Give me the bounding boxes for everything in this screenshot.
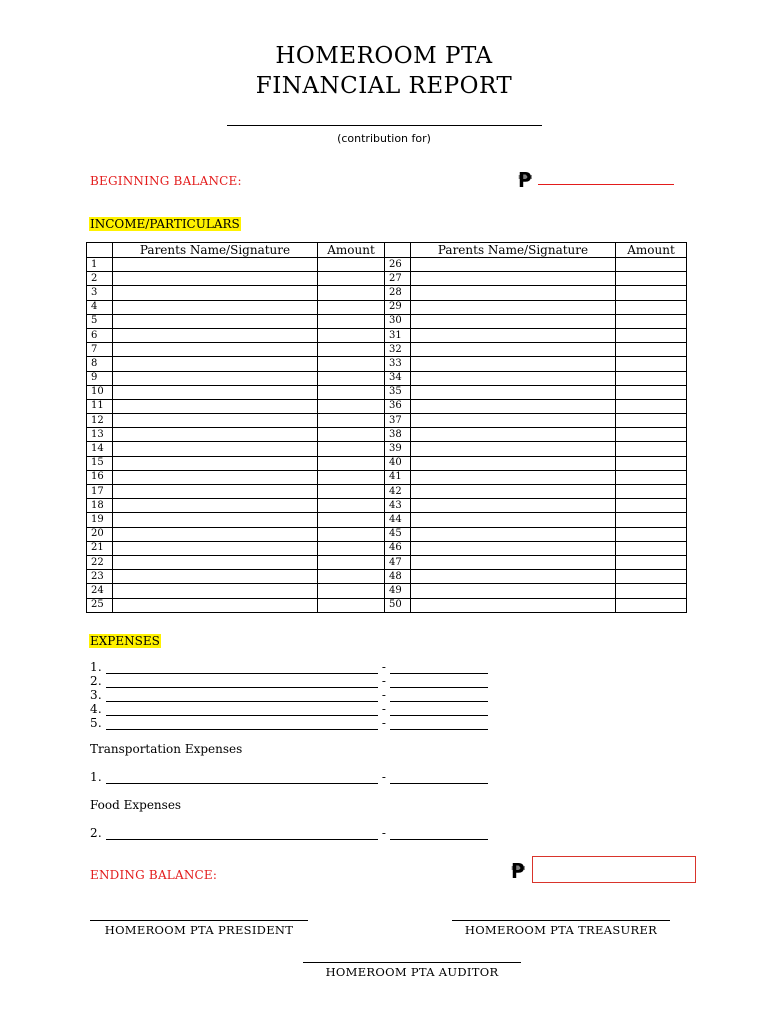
name-signature-cell[interactable]: [411, 442, 616, 456]
row-number-left: 1: [87, 258, 113, 272]
table-row: [87, 258, 687, 272]
row-number-left: 3: [87, 286, 113, 300]
amount-cell[interactable]: [318, 513, 385, 527]
table-row: [87, 555, 687, 569]
table-row: [87, 513, 687, 527]
name-signature-cell[interactable]: [411, 328, 616, 342]
name-signature-cell[interactable]: [113, 258, 318, 272]
amount-blank[interactable]: [390, 773, 488, 784]
col-amount-left: Amount: [318, 243, 385, 258]
row-number-left: 23: [87, 570, 113, 584]
expense-item[interactable]: [90, 674, 488, 688]
amount-cell[interactable]: [616, 357, 687, 371]
row-number-left: 15: [87, 456, 113, 470]
amount-cell[interactable]: [616, 399, 687, 413]
name-signature-cell[interactable]: [113, 343, 318, 357]
auditor-label: HOMEROOM PTA AUDITOR: [325, 965, 499, 979]
row-number-left: 6: [87, 328, 113, 342]
amount-cell[interactable]: [616, 470, 687, 484]
name-signature-cell[interactable]: [411, 470, 616, 484]
peso-sign: ₱: [518, 168, 532, 192]
amount-cell[interactable]: [616, 343, 687, 357]
col-name-right: Parents Name/Signature: [411, 243, 616, 258]
name-signature-cell[interactable]: [411, 584, 616, 598]
row-number-right: 49: [385, 584, 411, 598]
table-row: [87, 499, 687, 513]
table-row: [87, 357, 687, 371]
row-number-right: 48: [385, 570, 411, 584]
president-label: HOMEROOM PTA PRESIDENT: [104, 923, 294, 937]
table-row: [87, 598, 687, 612]
name-signature-cell[interactable]: [113, 286, 318, 300]
amount-blank[interactable]: [390, 705, 488, 716]
amount-cell[interactable]: [318, 485, 385, 499]
item-number: 4.: [90, 702, 102, 716]
transportation-expense-item[interactable]: [90, 770, 488, 784]
row-number-right: 31: [385, 328, 411, 342]
name-signature-cell[interactable]: [113, 385, 318, 399]
contribution-for-line[interactable]: [227, 125, 542, 126]
auditor-signature-line[interactable]: [303, 962, 521, 963]
table-row: [87, 286, 687, 300]
table-row: [87, 300, 687, 314]
row-number-right: 41: [385, 470, 411, 484]
col-amount-right: Amount: [616, 243, 687, 258]
name-signature-cell[interactable]: [113, 357, 318, 371]
row-number-left: 12: [87, 414, 113, 428]
amount-cell[interactable]: [318, 584, 385, 598]
table-row: [87, 414, 687, 428]
name-signature-cell[interactable]: [113, 541, 318, 555]
description-blank[interactable]: [106, 719, 378, 730]
row-number-right: 42: [385, 485, 411, 499]
amount-cell[interactable]: [318, 357, 385, 371]
name-signature-cell[interactable]: [411, 513, 616, 527]
amount-cell[interactable]: [616, 541, 687, 555]
ending-balance-label: ENDING BALANCE:: [90, 868, 218, 882]
col-number-right: [385, 243, 411, 258]
table-header-row: [87, 243, 687, 258]
row-number-right: 46: [385, 541, 411, 555]
name-signature-cell[interactable]: [113, 485, 318, 499]
amount-cell[interactable]: [318, 428, 385, 442]
name-signature-cell[interactable]: [411, 527, 616, 541]
table-row: [87, 371, 687, 385]
table-row: [87, 314, 687, 328]
name-signature-cell[interactable]: [411, 570, 616, 584]
amount-cell[interactable]: [616, 414, 687, 428]
contribution-subtitle: (contribution for): [337, 132, 431, 145]
table-row: [87, 527, 687, 541]
name-signature-cell[interactable]: [113, 499, 318, 513]
amount-blank[interactable]: [390, 719, 488, 730]
amount-cell[interactable]: [318, 414, 385, 428]
table-row: [87, 428, 687, 442]
row-number-left: 9: [87, 371, 113, 385]
row-number-left: 2: [87, 272, 113, 286]
name-signature-cell[interactable]: [411, 371, 616, 385]
name-signature-cell[interactable]: [113, 513, 318, 527]
table-row: [87, 399, 687, 413]
name-signature-cell[interactable]: [411, 399, 616, 413]
row-number-right: 39: [385, 442, 411, 456]
table-row: [87, 385, 687, 399]
row-number-left: 16: [87, 470, 113, 484]
separator: -: [381, 660, 387, 674]
row-number-right: 36: [385, 399, 411, 413]
amount-blank[interactable]: [390, 829, 488, 840]
amount-cell[interactable]: [616, 428, 687, 442]
col-name-left: Parents Name/Signature: [113, 243, 318, 258]
row-number-right: 43: [385, 499, 411, 513]
row-number-left: 25: [87, 598, 113, 612]
name-signature-cell[interactable]: [113, 598, 318, 612]
separator: -: [381, 770, 387, 784]
amount-cell[interactable]: [318, 272, 385, 286]
amount-cell[interactable]: [318, 286, 385, 300]
report-title-line2: FINANCIAL REPORT: [255, 73, 513, 99]
row-number-left: 13: [87, 428, 113, 442]
amount-cell[interactable]: [318, 570, 385, 584]
report-title-line1: HOMEROOM PTA: [275, 43, 493, 69]
row-number-left: 24: [87, 584, 113, 598]
row-number-left: 7: [87, 343, 113, 357]
food-expense-item[interactable]: [90, 826, 488, 840]
table-row: [87, 343, 687, 357]
amount-blank[interactable]: [390, 677, 488, 688]
description-blank[interactable]: [106, 663, 378, 674]
amount-cell[interactable]: [616, 570, 687, 584]
description-blank[interactable]: [106, 691, 378, 702]
amount-cell[interactable]: [616, 584, 687, 598]
row-number-left: 20: [87, 527, 113, 541]
row-number-right: 35: [385, 385, 411, 399]
name-signature-cell[interactable]: [113, 314, 318, 328]
amount-cell[interactable]: [318, 328, 385, 342]
name-signature-cell[interactable]: [113, 456, 318, 470]
amount-cell[interactable]: [616, 456, 687, 470]
treasurer-label: HOMEROOM PTA TREASURER: [464, 923, 658, 937]
expenses-section-label: [89, 630, 161, 649]
table-row: [87, 541, 687, 555]
amount-cell[interactable]: [616, 300, 687, 314]
item-number: 1.: [90, 770, 102, 784]
separator: -: [381, 674, 387, 688]
name-signature-cell[interactable]: [411, 541, 616, 555]
peso-sign: ₱: [511, 859, 525, 883]
table-row: [87, 584, 687, 598]
name-signature-cell[interactable]: [113, 414, 318, 428]
row-number-left: 21: [87, 541, 113, 555]
row-number-right: 44: [385, 513, 411, 527]
amount-cell[interactable]: [616, 258, 687, 272]
contribution-table: [86, 242, 687, 613]
name-signature-cell[interactable]: [411, 456, 616, 470]
amount-cell[interactable]: [318, 499, 385, 513]
amount-cell[interactable]: [616, 527, 687, 541]
separator: -: [381, 702, 387, 716]
table-row: [87, 328, 687, 342]
food-expenses-label: Food Expenses: [90, 798, 182, 812]
row-number-left: 5: [87, 314, 113, 328]
expense-item[interactable]: [90, 716, 488, 730]
row-number-right: 45: [385, 527, 411, 541]
expenses-section-text: EXPENSES: [90, 634, 160, 648]
amount-cell[interactable]: [616, 314, 687, 328]
name-signature-cell[interactable]: [411, 414, 616, 428]
row-number-right: 37: [385, 414, 411, 428]
row-number-left: 11: [87, 399, 113, 413]
name-signature-cell[interactable]: [411, 555, 616, 569]
col-number-left: [87, 243, 113, 258]
name-signature-cell[interactable]: [113, 328, 318, 342]
amount-cell[interactable]: [616, 499, 687, 513]
item-number: 1.: [90, 660, 102, 674]
expense-item[interactable]: [90, 688, 488, 702]
amount-cell[interactable]: [318, 527, 385, 541]
row-number-left: 10: [87, 385, 113, 399]
amount-cell[interactable]: [318, 399, 385, 413]
description-blank[interactable]: [106, 705, 378, 716]
contribution-table-body: [87, 258, 687, 613]
beginning-balance-field[interactable]: [538, 184, 674, 185]
table-row: [87, 570, 687, 584]
amount-cell[interactable]: [318, 598, 385, 612]
separator: -: [381, 688, 387, 702]
amount-cell[interactable]: [318, 300, 385, 314]
row-number-left: 22: [87, 555, 113, 569]
name-signature-cell[interactable]: [411, 286, 616, 300]
name-signature-cell[interactable]: [113, 272, 318, 286]
name-signature-cell[interactable]: [411, 343, 616, 357]
item-number: 2.: [90, 674, 102, 688]
item-number: 5.: [90, 716, 102, 730]
treasurer-signature-line[interactable]: [452, 920, 670, 921]
row-number-left: 19: [87, 513, 113, 527]
ending-balance-box[interactable]: [532, 856, 696, 883]
name-signature-cell[interactable]: [113, 442, 318, 456]
description-blank[interactable]: [106, 677, 378, 688]
row-number-right: 28: [385, 286, 411, 300]
name-signature-cell[interactable]: [411, 272, 616, 286]
name-signature-cell[interactable]: [113, 371, 318, 385]
separator: -: [381, 826, 387, 840]
amount-cell[interactable]: [318, 385, 385, 399]
amount-blank[interactable]: [390, 691, 488, 702]
name-signature-cell[interactable]: [411, 300, 616, 314]
row-number-right: 27: [385, 272, 411, 286]
amount-cell[interactable]: [318, 555, 385, 569]
row-number-left: 18: [87, 499, 113, 513]
description-blank[interactable]: [106, 829, 378, 840]
name-signature-cell[interactable]: [113, 428, 318, 442]
name-signature-cell[interactable]: [411, 598, 616, 612]
income-section-text: INCOME/PARTICULARS: [90, 217, 240, 231]
expense-item[interactable]: [90, 702, 488, 716]
name-signature-cell[interactable]: [113, 527, 318, 541]
name-signature-cell[interactable]: [113, 470, 318, 484]
amount-cell[interactable]: [616, 286, 687, 300]
amount-cell[interactable]: [318, 258, 385, 272]
amount-cell[interactable]: [318, 456, 385, 470]
table-row: [87, 470, 687, 484]
transportation-expenses-label: Transportation Expenses: [90, 742, 243, 756]
amount-cell[interactable]: [616, 442, 687, 456]
row-number-right: 29: [385, 300, 411, 314]
amount-cell[interactable]: [616, 272, 687, 286]
name-signature-cell[interactable]: [113, 570, 318, 584]
amount-cell[interactable]: [616, 485, 687, 499]
row-number-right: 34: [385, 371, 411, 385]
amount-cell[interactable]: [616, 385, 687, 399]
row-number-right: 50: [385, 598, 411, 612]
amount-cell[interactable]: [318, 470, 385, 484]
amount-cell[interactable]: [616, 555, 687, 569]
table-row: [87, 442, 687, 456]
income-section-label: [89, 213, 241, 232]
row-number-left: 8: [87, 357, 113, 371]
name-signature-cell[interactable]: [113, 300, 318, 314]
amount-cell[interactable]: [318, 343, 385, 357]
name-signature-cell[interactable]: [411, 357, 616, 371]
amount-cell[interactable]: [616, 371, 687, 385]
row-number-right: 32: [385, 343, 411, 357]
item-number: 3.: [90, 688, 102, 702]
amount-cell[interactable]: [616, 513, 687, 527]
description-blank[interactable]: [106, 773, 378, 784]
table-row: [87, 272, 687, 286]
amount-cell[interactable]: [318, 541, 385, 555]
item-number: 2.: [90, 826, 102, 840]
amount-cell[interactable]: [616, 598, 687, 612]
name-signature-cell[interactable]: [411, 314, 616, 328]
amount-cell[interactable]: [318, 442, 385, 456]
beginning-balance-label: BEGINNING BALANCE:: [90, 174, 242, 188]
expense-item[interactable]: [90, 660, 488, 674]
amount-cell[interactable]: [318, 371, 385, 385]
row-number-left: 4: [87, 300, 113, 314]
row-number-right: 30: [385, 314, 411, 328]
name-signature-cell[interactable]: [411, 385, 616, 399]
name-signature-cell[interactable]: [411, 499, 616, 513]
name-signature-cell[interactable]: [113, 399, 318, 413]
name-signature-cell[interactable]: [113, 584, 318, 598]
row-number-right: 38: [385, 428, 411, 442]
row-number-right: 26: [385, 258, 411, 272]
row-number-right: 33: [385, 357, 411, 371]
amount-cell[interactable]: [616, 328, 687, 342]
amount-cell[interactable]: [318, 314, 385, 328]
row-number-right: 47: [385, 555, 411, 569]
row-number-left: 14: [87, 442, 113, 456]
name-signature-cell[interactable]: [411, 258, 616, 272]
table-row: [87, 456, 687, 470]
president-signature-line[interactable]: [90, 920, 308, 921]
row-number-right: 40: [385, 456, 411, 470]
name-signature-cell[interactable]: [411, 428, 616, 442]
separator: -: [381, 716, 387, 730]
table-row: [87, 485, 687, 499]
name-signature-cell[interactable]: [411, 485, 616, 499]
amount-blank[interactable]: [390, 663, 488, 674]
name-signature-cell[interactable]: [113, 555, 318, 569]
row-number-left: 17: [87, 485, 113, 499]
